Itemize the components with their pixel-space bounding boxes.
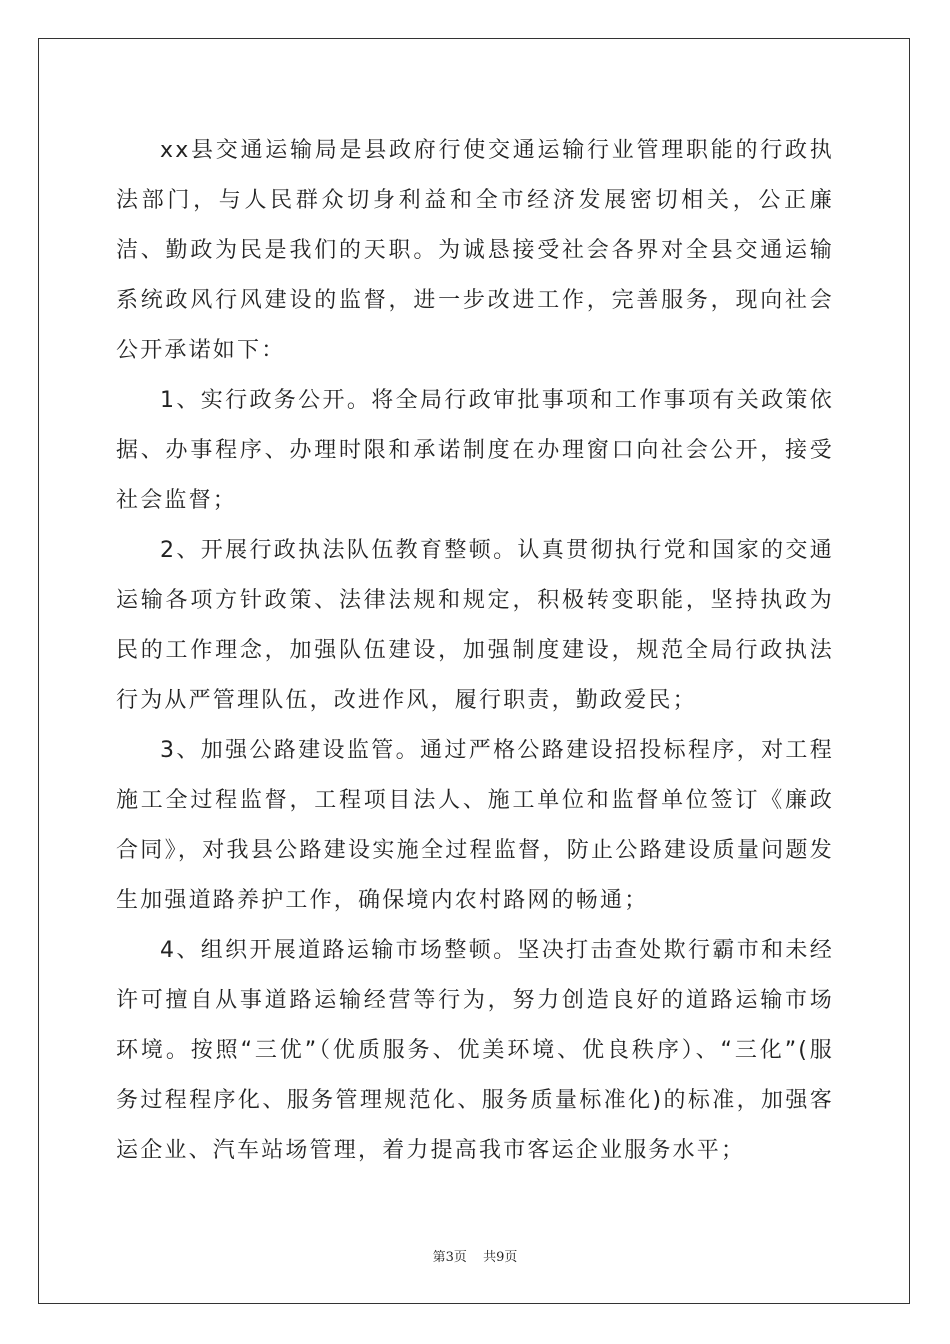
document-body [116, 126, 834, 1176]
item-2-paragraph: 2、开展行政执法队伍教育整顿。认真贯彻执行党和国家的交通运输各项方针政策、法律法规和规定，积极转变职能，坚持执政为民的工作理念，加强队伍建设，加强制度建设，规范全局行政执法行为从严管理队伍，改进作风，履行职责，勤政爱民； [116, 538, 834, 713]
intro-paragraph: xx县交通运输局是县政府行使交通运输行业管理职能的行政执法部门，与人民群众切身利益和全市经济发展密切相关，公正廉洁、勤政为民是我们的天职。为诚恳接受社会各界对全县交通运输系统政风行风建设的监督，进一步改进工作，完善服务，现向社会公开承诺如下： [116, 138, 834, 363]
current-page-number: 第3页 [432, 1250, 467, 1265]
item-1-paragraph: 1、实行政务公开。将全局行政审批事项和工作事项有关政策依据、办事程序、办理时限和承诺制度在办理窗口向社会公开，接受社会监督； [116, 388, 834, 513]
page-footer [0, 1246, 950, 1265]
total-page-count: 共9页 [483, 1250, 518, 1265]
item-3-paragraph: 3、加强公路建设监管。通过严格公路建设招投标程序，对工程施工全过程监督，工程项目法人、施工单位和监督单位签订《廉政合同》，对我县公路建设实施全过程监督，防止公路建设质量问题发生加强道路养护工作，确保境内农村路网的畅通； [116, 738, 834, 913]
item-4-paragraph: 4、组织开展道路运输市场整顿。坚决打击查处欺行霸市和未经许可擅自从事道路运输经营等行为，努力创造良好的道路运输市场环境。按照“三优”（优质服务、优美环境、优良秩序）、“三化”(服务过程程序化、服务管理规范化、服务质量标准化)的标准，加强客运企业、汽车站场管理，着力提高我市客运企业服务水平； [116, 938, 834, 1163]
